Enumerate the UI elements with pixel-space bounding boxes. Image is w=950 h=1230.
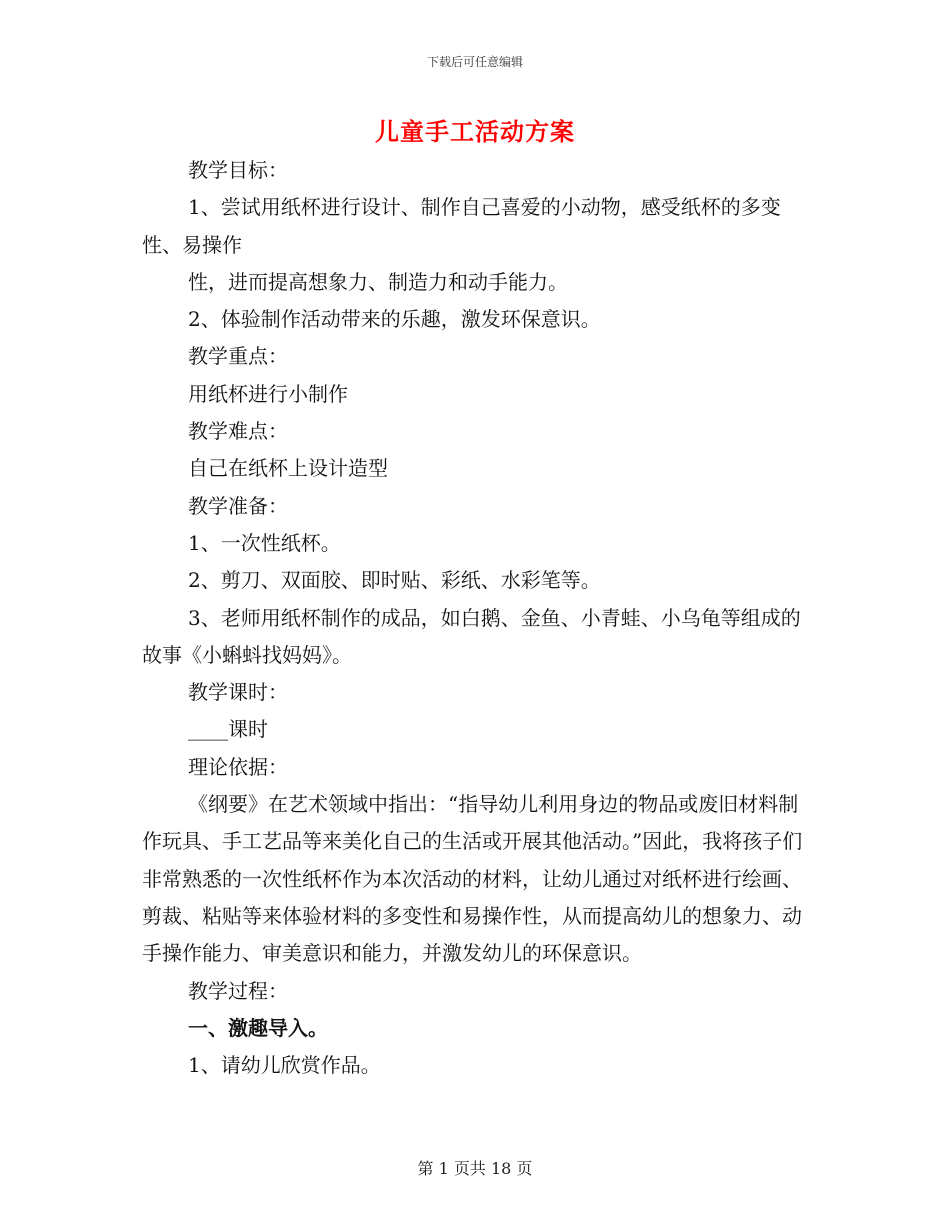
paragraph-key-points-heading: 教学重点： (188, 344, 288, 369)
paragraph-class-hours: ____课时 (188, 717, 268, 742)
paragraph-goal-1: 1、尝试用纸杯进行设计、制作自己喜爱的小动物，感受纸杯的多变性、易操作 (142, 195, 781, 257)
paragraph-class-hours-heading: 教学课时： (188, 680, 288, 705)
paragraph-preparation-3: 3、老师用纸杯制作的成品，如白鹅、金鱼、小青蛙、小乌龟等组成的故事《小蝌蚪找妈妈》。 (142, 605, 801, 667)
paragraph-goal-2: 2、体验制作活动带来的乐趣，激发环保意识。 (188, 307, 601, 332)
paragraph-key-points: 用纸杯进行小制作 (188, 381, 348, 406)
paragraph-theory-heading: 理论依据： (188, 754, 288, 779)
document-title: 儿童手工活动方案 (375, 117, 575, 146)
paragraph-preparation-heading: 教学准备： (188, 493, 288, 518)
paragraph-process-heading: 教学过程： (188, 978, 288, 1003)
paragraph-section-intro: 一、激趣导入。 (188, 1015, 328, 1040)
page-footer-number: 第 1 页共 18 页 (417, 1159, 533, 1178)
paragraph-difficulty-heading: 教学难点： (188, 419, 288, 444)
paragraph-difficulty: 自己在纸杯上设计造型 (188, 456, 388, 481)
document-body (142, 152, 810, 1084)
paragraph-theory: 《纲要》在艺术领域中指出：“指导幼儿利用身边的物品或废旧材料制作玩具、手工艺品等来美化自己的生活或开展其他活动。”因此，我将孩子们非常熟悉的一次性纸杯作为本次活动的材料，让幼儿通过对纸杯进行绘画、剪裁、粘贴等来体验材料的多变性和易操作性，从而提高幼儿的想象力、动手操作能力、审美意识和能力，并激发幼儿的环保意识。 (142, 792, 803, 966)
paragraph-step-1: 1、请幼儿欣赏作品。 (188, 1053, 381, 1078)
paragraph-preparation-1: 1、一次性纸杯。 (188, 530, 341, 555)
paragraph-goal-1-continued: 性，进而提高想象力、制造力和动手能力。 (188, 269, 568, 294)
paragraph-teaching-goals-heading: 教学目标： (188, 158, 288, 182)
paragraph-preparation-2: 2、剪刀、双面胶、即时贴、彩纸、水彩笔等。 (188, 568, 601, 593)
page-header-note: 下载后可任意编辑 (426, 55, 523, 69)
